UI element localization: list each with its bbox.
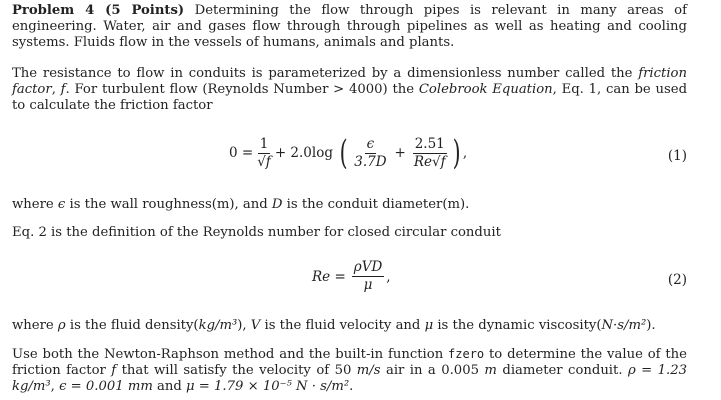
- eq1-fraction-2: [352, 137, 388, 170]
- eq2-intro-text: Eq. 2 is the definition of the Reynolds number for closed circular conduit: [12, 225, 501, 240]
- eq1-den3: Re√f: [413, 153, 446, 170]
- friction-factor-term: friction factor: [12, 66, 687, 97]
- equation-1-number: (1): [667, 148, 687, 164]
- eq1-plus2: +: [394, 145, 406, 161]
- colebrook-equation: [229, 133, 468, 173]
- mu-value: μ = 1.79 × 10⁻⁵ N · s/m²: [186, 379, 350, 394]
- problem-title: Problem 4 (5 Points): [12, 3, 185, 18]
- rho-symbol: ρ: [57, 318, 66, 333]
- length-unit: m: [484, 363, 497, 378]
- where1-c: is the conduit diameter(m).: [282, 197, 470, 212]
- colebrook-term: Colebrook Equation: [418, 82, 553, 97]
- eq1-num2: ϵ: [366, 135, 375, 152]
- where2-c: ),: [237, 318, 251, 333]
- v-symbol: V: [250, 318, 261, 333]
- eq2-trail: ,: [386, 268, 391, 285]
- eq1-fraction-1: [255, 137, 273, 170]
- task-e: diameter conduit.: [496, 363, 628, 378]
- task-f2: ,: [50, 379, 60, 394]
- eq1-den2: 3.7D: [354, 153, 387, 170]
- where2-e: is the dynamic viscosity(: [433, 318, 602, 333]
- where-roughness-line: [12, 197, 687, 213]
- equation-1: [0, 133, 721, 180]
- eq1-trail: ,: [462, 145, 468, 161]
- equation-2: [0, 258, 721, 302]
- eq1-lhs: 0 =: [229, 145, 254, 161]
- friction-factor-paragraph: [12, 66, 687, 114]
- eq2-fraction: [352, 260, 385, 293]
- problem-intro-text: Determining the flow through pipes is relevant in many areas of engineering. Water, air and gases flow through through pipelines as well as heating and cooling systems. Fluids flow in the vessels of humans, animals and plants.: [12, 3, 687, 50]
- rho-unit: kg/m³: [198, 318, 238, 333]
- eq1-den1: √f: [257, 153, 271, 170]
- eq1-fraction-3: [412, 137, 448, 170]
- where2-b: is the fluid density(: [65, 318, 199, 333]
- task-c: that will satisfy the velocity of 50: [116, 363, 357, 378]
- p2-text-c: . For turbulent flow (Reynolds Number > 4000) the: [65, 82, 419, 97]
- eq2-lhs: Re =: [312, 268, 346, 285]
- task-f-symbol: f: [111, 363, 117, 378]
- mu-symbol: μ: [424, 318, 434, 333]
- right-paren: ): [452, 133, 461, 173]
- p2-text-b: ,: [51, 82, 61, 97]
- epsilon-symbol: ϵ: [57, 197, 66, 212]
- eq2-intro-line: [12, 225, 687, 241]
- task-g: and: [152, 379, 187, 394]
- where1-b: is the wall roughness(m), and: [65, 197, 272, 212]
- task-b: to determine the value of the friction factor: [12, 347, 687, 378]
- p2-text-d: , Eq. 1, can be used to calculate the friction factor: [12, 82, 688, 113]
- velocity-unit: m/s: [356, 363, 381, 378]
- task-h: .: [349, 379, 354, 394]
- where1-a: where: [12, 197, 58, 212]
- reynolds-equation: [312, 260, 391, 293]
- where2-d: is the fluid velocity and: [260, 318, 425, 333]
- task-paragraph: [12, 346, 687, 395]
- eq2-den: μ: [363, 277, 373, 293]
- eq1-plus-log: + 2.0log: [274, 145, 333, 161]
- p2-text-a: The resistance to flow in conduits is parameterized by a dimensionless number called the: [12, 66, 639, 81]
- eq1-num1: 1: [259, 135, 269, 152]
- where2-a: where: [12, 318, 58, 333]
- f-symbol: f: [60, 82, 66, 97]
- fzero-function: fzero: [448, 347, 485, 361]
- task-d: air in a 0.005: [380, 363, 485, 378]
- where2-f: ).: [646, 318, 656, 333]
- where-density-line: [12, 318, 687, 334]
- mu-unit: N·s/m²: [601, 318, 647, 333]
- eq2-num: ρVD: [353, 259, 383, 275]
- equation-2-number: (2): [667, 272, 687, 288]
- rho-value: ρ = 1.23 kg/m³: [12, 363, 688, 394]
- eq1-num3: 2.51: [414, 135, 445, 152]
- d-symbol: D: [271, 197, 283, 212]
- left-paren: (: [339, 133, 348, 173]
- problem-intro-paragraph: [12, 3, 687, 51]
- epsilon-value: ϵ = 0.001 mm: [59, 379, 153, 394]
- task-a: Use both the Newton-Raphson method and the built-in function: [12, 347, 449, 362]
